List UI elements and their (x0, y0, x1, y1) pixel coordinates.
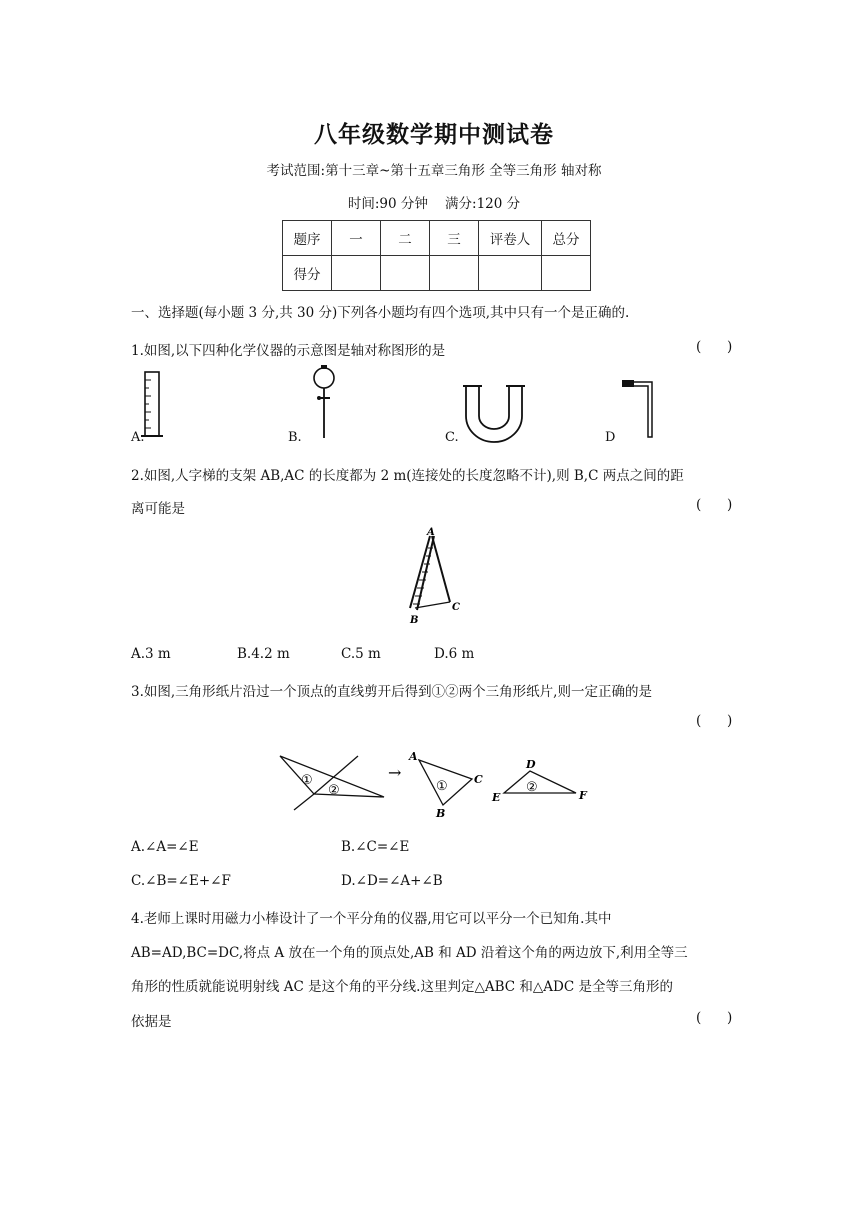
q3-label-f: F (579, 789, 587, 802)
q2-label-b: B (410, 615, 419, 626)
score-table-score-row (283, 256, 591, 291)
q1-label-a: A. (131, 430, 145, 445)
q2-ladder-figure (400, 526, 470, 628)
q2-answer-blank[interactable]: ( ) (696, 497, 733, 513)
exam-scope: 考试范围:第十三章~第十五章三角形 全等三角形 轴对称 (266, 163, 602, 179)
score-cell-col2: 二 (381, 221, 430, 256)
q3-triangle-one-label: ① (436, 779, 448, 794)
q4-stem-line4: 依据是 (131, 1014, 172, 1030)
q1-label-c: C. (445, 430, 459, 445)
q3-label-c: C (474, 773, 483, 786)
q3-triangle-cut-figure (276, 744, 596, 824)
q4-answer-blank[interactable]: ( ) (696, 1010, 733, 1026)
q1-separatory-funnel-figure (307, 364, 343, 444)
exam-title: 八年级数学期中测试卷 (314, 121, 554, 148)
q3-label-e: E (492, 791, 501, 804)
q3-option-c[interactable]: C.∠B=∠E+∠F (131, 873, 231, 889)
score-cell-col3: 三 (430, 221, 479, 256)
score-input-total[interactable] (542, 256, 591, 291)
q3-option-d[interactable]: D.∠D=∠A+∠B (341, 873, 443, 889)
q2-label-c: C (452, 602, 460, 613)
score-cell-total: 总分 (542, 221, 591, 256)
q3-label-d: D (526, 758, 536, 771)
q3-label-a: A (409, 750, 418, 763)
q3-stem: 3.如图,三角形纸片沿过一个顶点的直线剪开后得到①②两个三角形纸片,则一定正确的是 (131, 684, 652, 700)
score-cell-grader: 评卷人 (479, 221, 542, 256)
q1-bent-tube-figure (620, 375, 660, 440)
exam-time-score: 时间:90 分钟 满分:120 分 (347, 196, 521, 212)
q2-stem-line2: 离可能是 (131, 501, 185, 517)
q4-stem-line2: AB=AD,BC=DC,将点 A 放在一个角的顶点处,AB 和 AD 沿着这个角的两边放下,利用全等三 (131, 945, 688, 961)
q1-u-tube-figure (463, 376, 525, 444)
q3-triangle-two-label: ② (526, 780, 538, 795)
score-input-1[interactable] (332, 256, 381, 291)
q3-option-a[interactable]: A.∠A=∠E (131, 839, 199, 855)
q2-option-d[interactable]: D.6 m (434, 646, 475, 662)
q3-label-b: B (436, 807, 446, 820)
q2-option-b[interactable]: B.4.2 m (237, 646, 290, 662)
q4-stem-line1: 4.老师上课时用磁力小棒设计了一个平分角的仪器,用它可以平分一个已知角.其中 (131, 911, 612, 927)
q2-label-a: A (427, 527, 435, 538)
q1-label-d: D (605, 430, 616, 445)
q3-answer-blank[interactable]: ( ) (696, 713, 733, 729)
score-cell-label: 题序 (283, 221, 332, 256)
q1-label-b: B. (288, 430, 302, 445)
q2-option-c[interactable]: C.5 m (341, 646, 381, 662)
q1-stem: 1.如图,以下四种化学仪器的示意图是轴对称图形的是 (131, 343, 446, 359)
arrow-right-icon: → (388, 763, 402, 782)
score-input-grader[interactable] (479, 256, 542, 291)
section-heading: 一、选择题(每小题 3 分,共 30 分)下列各小题均有四个选项,其中只有一个是正确的. (131, 305, 630, 321)
q3-piece-two-label: ② (328, 783, 340, 798)
q3-option-b[interactable]: B.∠C=∠E (341, 839, 410, 855)
score-table-header-row (283, 221, 591, 256)
score-cell-col1: 一 (332, 221, 381, 256)
q1-answer-blank[interactable]: ( ) (696, 339, 733, 355)
q3-piece-one-label: ① (301, 773, 313, 788)
score-input-2[interactable] (381, 256, 430, 291)
score-table (282, 220, 591, 291)
q2-stem-line1: 2.如图,人字梯的支架 AB,AC 的长度都为 2 m(连接处的长度忽略不计),则 B,C 两点之间的距 (131, 468, 684, 484)
q2-option-a[interactable]: A.3 m (131, 646, 171, 662)
score-row-label: 得分 (283, 256, 332, 291)
q4-stem-line3: 角形的性质就能说明射线 AC 是这个角的平分线.这里判定△ABC 和△ADC 是全等三角形的 (131, 979, 673, 995)
score-input-3[interactable] (430, 256, 479, 291)
